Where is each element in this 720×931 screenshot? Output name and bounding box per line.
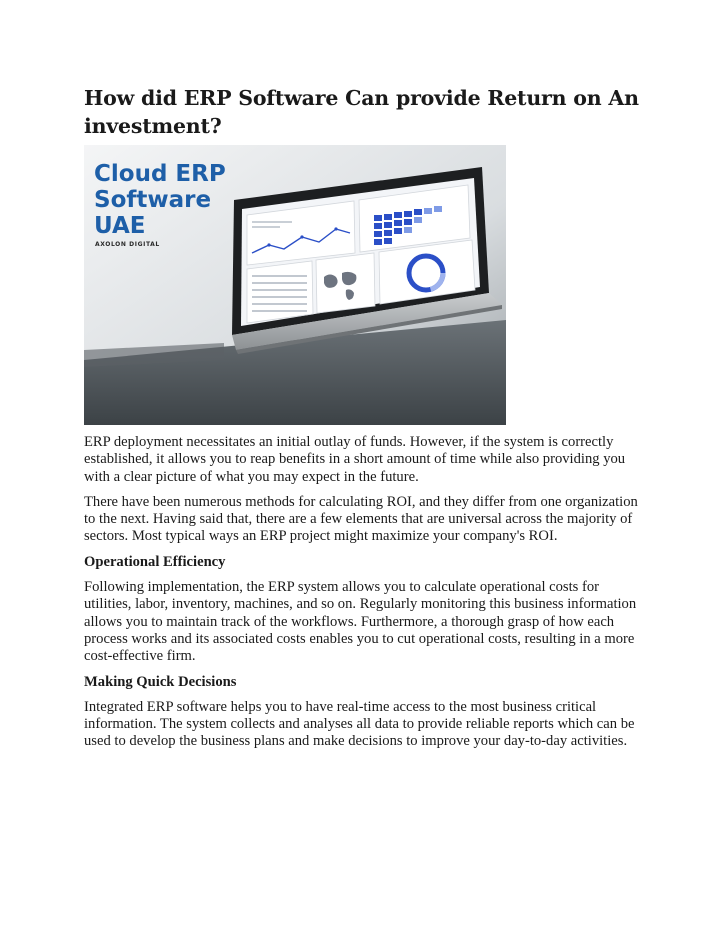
section-heading-operational-efficiency: Operational Efficiency xyxy=(84,553,226,570)
hero-headline-line-3: UAE xyxy=(94,213,146,239)
page-title: How did ERP Software Can provide Return on An investment? xyxy=(84,86,639,138)
hero-image xyxy=(84,145,506,425)
article-body xyxy=(84,434,644,759)
hero-headline-line-1: Cloud ERP xyxy=(94,161,226,187)
hero-headline-line-2: Software xyxy=(94,187,212,213)
intro-paragraph-1: ERP deployment necessitates an initial outlay of funds. However, if the system is correctly established, it allows you to reap benefits in a short amount of time while also providing you with a clear picture of what you may expect in the future. xyxy=(84,434,626,485)
quick-decisions-paragraph: Integrated ERP software helps you to have real-time access to the most business critical information. The system collects and analyses all data to provide reliable reports which can be used to develop the business plans and make decisions to improve your day-to-day activities. xyxy=(84,698,635,750)
hero-brand: AXOLON DIGITAL xyxy=(95,241,160,248)
section-heading-quick-decisions: Making Quick Decisions xyxy=(84,673,237,690)
operational-efficiency-paragraph: Following implementation, the ERP system allows you to calculate operational costs for utilities, labor, inventory, machines, and so on. Regularly monitoring this business information allows you to maintain track of the workflows. Furthermore, a thorough grasp of how each process works and its associated costs enables you to cut operational costs, resulting in a more cost-effective firm. xyxy=(84,579,637,665)
intro-paragraph-2: There have been numerous methods for calculating ROI, and they differ from one organization to the next. Having said that, there are a few elements that are universal across the majority of sectors. Most typical ways an ERP project might maximize your company's ROI. xyxy=(84,493,638,545)
